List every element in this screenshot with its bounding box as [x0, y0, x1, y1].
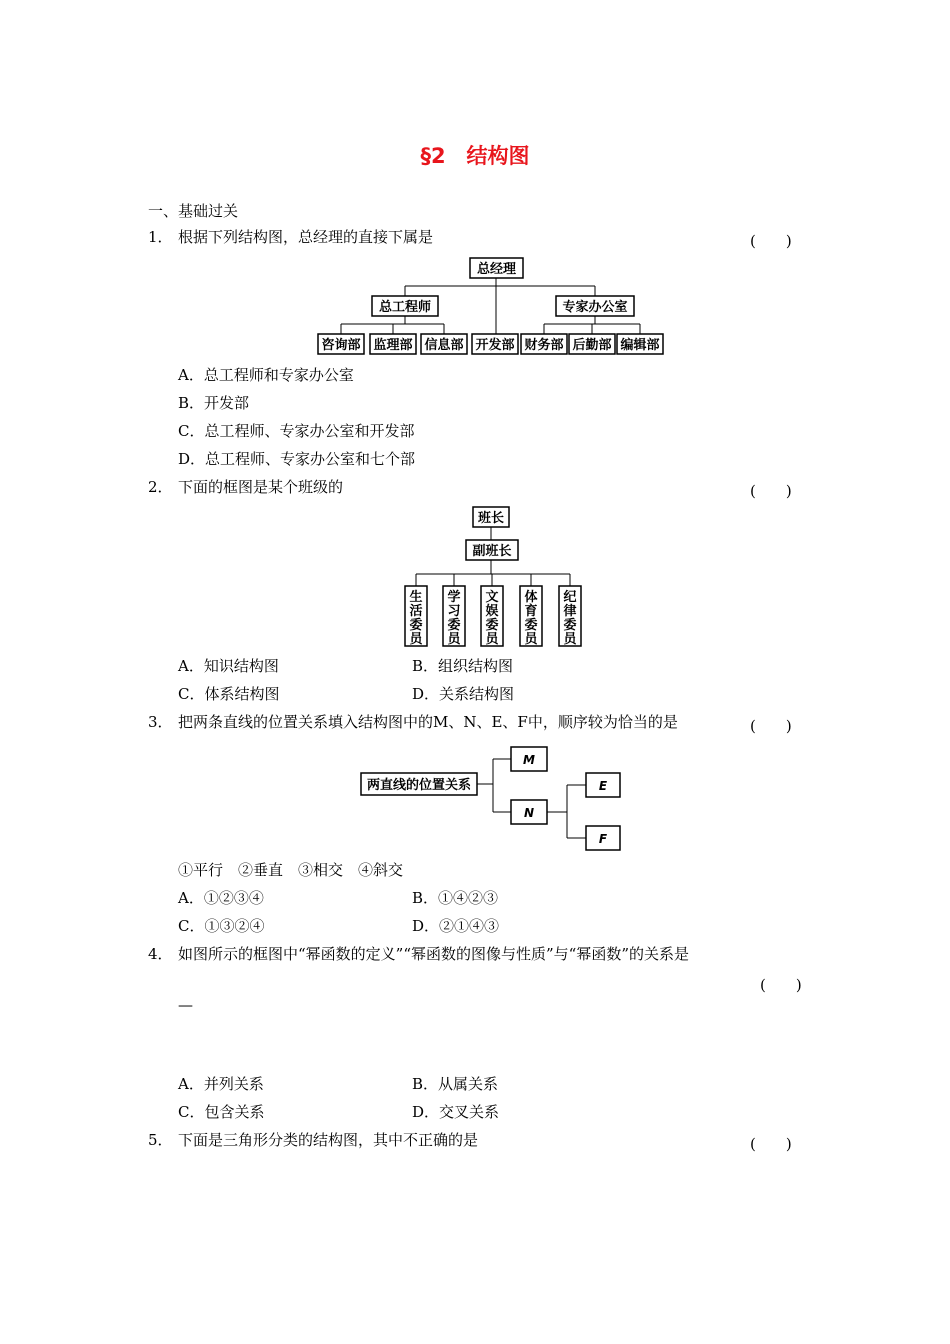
q1-option-a: A．总工程师和专家办公室 — [178, 366, 354, 384]
q5-stem: 下面是三角形分类的结构图，其中不正确的是 — [178, 1131, 479, 1149]
q2-member-label: 纪律委员 — [563, 590, 577, 647]
q5-answer-paren: ( ) — [750, 1135, 792, 1153]
q1-option-d: D．总工程师、专家办公室和七个部 — [178, 450, 416, 468]
q3-answer-paren: ( ) — [750, 717, 792, 735]
q1-org-chart — [310, 252, 670, 358]
q1-leaf-label: 咨询部 — [321, 338, 361, 353]
q1-leaf-label: 编辑部 — [620, 338, 660, 353]
q4-option-d: D．交叉关系 — [412, 1103, 500, 1121]
q1-stem: 根据下列结构图，总经理的直接下属是 — [178, 228, 434, 246]
q2-member-label: 体育委员 — [524, 590, 538, 647]
q1-leaf-label: 监理部 — [373, 338, 413, 353]
q1-root-label: 总经理 — [476, 262, 517, 277]
q4-dash: — — [178, 996, 193, 1014]
q2-option-c: C．体系结构图 — [178, 685, 280, 703]
q1-option-b: B．开发部 — [178, 394, 250, 412]
q4-option-a: A．并列关系 — [178, 1075, 264, 1093]
q3-option-c: C．①③②④ — [178, 917, 265, 935]
q2-member-label: 文娱委员 — [485, 590, 499, 647]
q2-option-d: D．关系结构图 — [412, 685, 515, 703]
q1-leaf-label: 后勤部 — [572, 338, 612, 353]
q3-relation-chart — [355, 740, 635, 858]
q3-option-d: D．②①④③ — [412, 917, 500, 935]
q1-leaf-label: 财务部 — [524, 338, 564, 353]
q1-number: 1． — [148, 228, 173, 246]
q4-stem: 如图所示的框图中“幂函数的定义”“幂函数的图像与性质”与“幂函数”的关系是 — [178, 945, 690, 963]
q3-stem: 把两条直线的位置关系填入结构图中的M、N、E、F中，顺序较为恰当的是 — [178, 713, 678, 731]
q2-member-label: 生活委员 — [409, 590, 423, 647]
q2-top-label: 班长 — [477, 511, 505, 526]
q2-member-label: 学习委员 — [447, 590, 461, 647]
q3-items: ①平行 ②垂直 ③相交 ④斜交 — [178, 861, 404, 879]
q3-box-m: M — [523, 753, 535, 767]
q1-answer-paren: ( ) — [750, 232, 792, 250]
q1-mid-left-label: 总工程师 — [378, 300, 432, 315]
q4-answer-paren: ( ) — [760, 976, 802, 994]
q3-box-n: N — [523, 806, 535, 820]
q1-mid-right-label: 专家办公室 — [562, 300, 628, 315]
q2-number: 2． — [148, 478, 173, 496]
section-heading: 一、基础过关 — [148, 202, 239, 220]
q5-number: 5． — [148, 1131, 173, 1149]
q3-option-a: A．①②③④ — [178, 889, 264, 907]
q2-option-b: B．组织结构图 — [412, 657, 514, 675]
q2-second-label: 副班长 — [472, 544, 512, 559]
q4-option-c: C．包含关系 — [178, 1103, 265, 1121]
q4-number: 4． — [148, 945, 173, 963]
q2-option-a: A．知识结构图 — [178, 657, 279, 675]
q2-stem: 下面的框图是某个班级的 — [178, 478, 344, 496]
q1-leaf-label: 开发部 — [475, 338, 515, 353]
q4-option-b: B．从属关系 — [412, 1075, 499, 1093]
q3-option-b: B．①④②③ — [412, 889, 499, 907]
q3-box-e: E — [598, 779, 608, 793]
q3-box-f: F — [598, 832, 608, 846]
q2-answer-paren: ( ) — [750, 482, 792, 500]
page-title: §2 结构图 — [420, 144, 530, 168]
q2-class-chart — [395, 500, 595, 650]
q3-number: 3． — [148, 713, 173, 731]
q1-leaf-label: 信息部 — [424, 338, 464, 353]
q3-root-label: 两直线的位置关系 — [366, 778, 472, 793]
q1-option-c: C．总工程师、专家办公室和开发部 — [178, 422, 415, 440]
